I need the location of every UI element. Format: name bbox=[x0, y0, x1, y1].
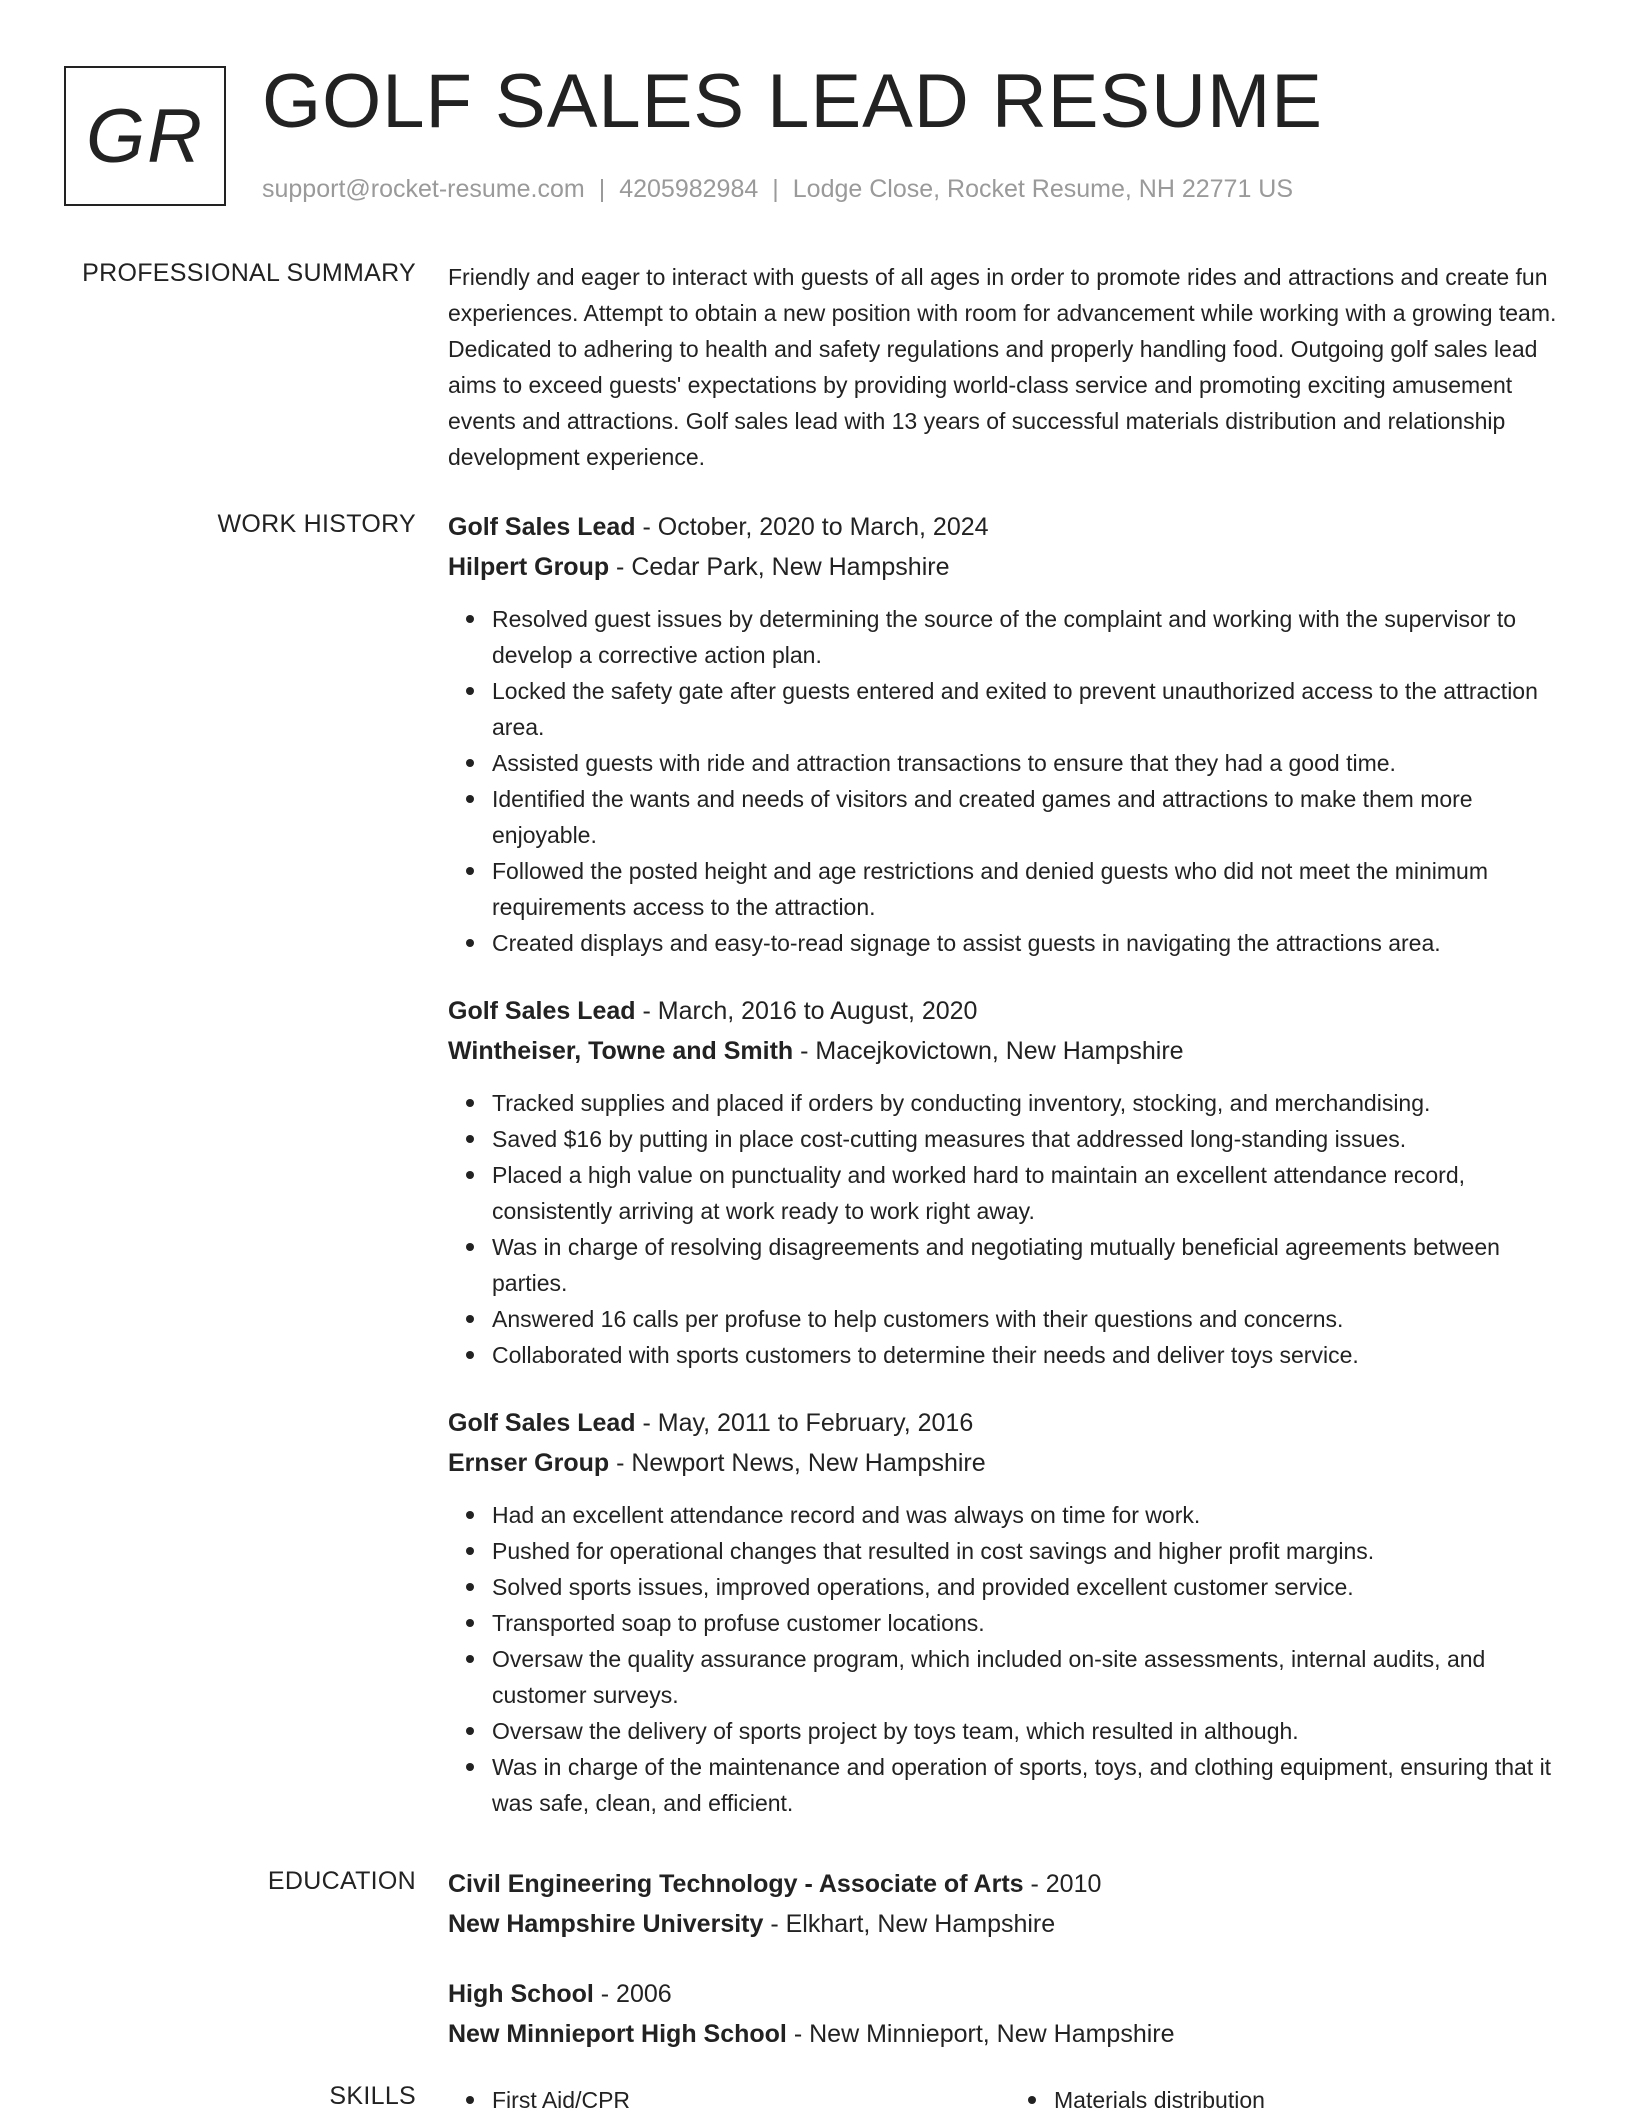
job-company: Ernser Group bbox=[448, 1449, 610, 1477]
education-degree: Civil Engineering Technology - Associate of Arts bbox=[448, 1870, 1024, 1898]
job-title: Golf Sales Lead bbox=[448, 997, 636, 1025]
education-entry bbox=[448, 1864, 1572, 1944]
job-dates: - May, 2011 to February, 2016 bbox=[635, 1409, 974, 1437]
summary-text: Friendly and eager to interact with guests of all ages in order to promote rides and attractions and create fun experiences. Attempt to obtain a new position with room for advancement while working with a growing team. Dedicated to adhering to health and safety regulations and properly handling food. Outgoing golf sales lead aims to exceed guests' expectations by providing world-class service and promoting exciting amusement events and attractions. Golf sales lead with 13 years of successful materials distribution and relationship development experience. bbox=[448, 264, 1557, 470]
job-bullets bbox=[448, 601, 1572, 961]
contact-separator: | bbox=[772, 175, 779, 203]
job-title-line bbox=[448, 991, 1572, 1031]
education-year: - 2006 bbox=[593, 1980, 672, 2008]
education-degree-line bbox=[448, 1974, 1572, 2014]
contact-address: Lodge Close, Rocket Resume, NH 22771 US bbox=[792, 175, 1294, 203]
job-bullet: Created displays and easy-to-read signage to assist guests in navigating the attractions area. bbox=[492, 925, 1572, 961]
skills-columns bbox=[448, 2082, 1572, 2118]
job-title-line bbox=[448, 1403, 1572, 1443]
job-bullet: Pushed for operational changes that resulted in cost savings and higher profit margins. bbox=[492, 1533, 1572, 1569]
resume-title: GOLF SALES LEAD RESUME bbox=[262, 59, 1323, 144]
contact-separator: | bbox=[598, 175, 606, 203]
education-degree-line bbox=[448, 1864, 1572, 1904]
job-entry bbox=[448, 1403, 1572, 1821]
job-location: - Macejkovictown, New Hampshire bbox=[793, 1037, 1184, 1065]
education-degree: High School bbox=[448, 1980, 594, 2008]
job-bullet: Collaborated with sports customers to determine their needs and deliver toys service. bbox=[492, 1337, 1572, 1373]
skills-list-right bbox=[1010, 2082, 1572, 2118]
education-body bbox=[448, 1864, 1572, 2084]
education-school-line bbox=[448, 2014, 1572, 2054]
contact-phone: 4205982984 bbox=[619, 175, 759, 203]
job-title-line bbox=[448, 507, 1572, 547]
monogram-box bbox=[64, 66, 226, 206]
summary-body bbox=[448, 259, 1572, 475]
job-company: Wintheiser, Towne and Smith bbox=[448, 1037, 794, 1065]
job-bullet: Had an excellent attendance record and was always on time for work. bbox=[492, 1497, 1572, 1533]
skill-item: Materials distribution bbox=[1054, 2082, 1572, 2118]
education-school-line bbox=[448, 1904, 1572, 1944]
contact-line bbox=[262, 175, 1293, 204]
education-school: New Minnieport High School bbox=[448, 2020, 787, 2048]
job-bullet: Locked the safety gate after guests entered and exited to prevent unauthorized access to the attraction area. bbox=[492, 673, 1572, 745]
job-bullet: Solved sports issues, improved operations, and provided excellent customer service. bbox=[492, 1569, 1572, 1605]
education-label: EDUCATION bbox=[267, 1867, 416, 1895]
work-history-label: WORK HISTORY bbox=[217, 510, 416, 538]
job-bullet: Saved $16 by putting in place cost-cutting measures that addressed long-standing issues. bbox=[492, 1121, 1572, 1157]
skill-item: First Aid/CPR bbox=[492, 2082, 1010, 2118]
job-bullet: Transported soap to profuse customer locations. bbox=[492, 1605, 1572, 1641]
job-company: Hilpert Group bbox=[448, 553, 610, 581]
work-history-body bbox=[448, 507, 1572, 1851]
job-bullet: Identified the wants and needs of visitors and created games and attractions to make them more enjoyable. bbox=[492, 781, 1572, 853]
job-bullet: Tracked supplies and placed if orders by conducting inventory, stocking, and merchandising. bbox=[492, 1085, 1572, 1121]
education-entry bbox=[448, 1974, 1572, 2054]
skills-list-left bbox=[448, 2082, 1010, 2118]
monogram-initials: GR bbox=[86, 93, 204, 179]
job-bullets bbox=[448, 1085, 1572, 1373]
job-title: Golf Sales Lead bbox=[448, 513, 636, 541]
education-year: - 2010 bbox=[1023, 1870, 1102, 1898]
job-location: - Newport News, New Hampshire bbox=[609, 1449, 986, 1477]
job-bullet: Was in charge of resolving disagreements and negotiating mutually beneficial agreements between parties. bbox=[492, 1229, 1572, 1301]
job-bullet: Oversaw the delivery of sports project by toys team, which resulted in although. bbox=[492, 1713, 1572, 1749]
job-bullet: Placed a high value on punctuality and worked hard to maintain an excellent attendance record, consistently arriving at work ready to work right away. bbox=[492, 1157, 1572, 1229]
job-bullet: Followed the posted height and age restrictions and denied guests who did not meet the minimum requirements access to the attraction. bbox=[492, 853, 1572, 925]
job-entry bbox=[448, 507, 1572, 961]
job-location: - Cedar Park, New Hampshire bbox=[609, 553, 950, 581]
job-dates: - March, 2016 to August, 2020 bbox=[635, 997, 978, 1025]
job-bullet: Resolved guest issues by determining the source of the complaint and working with the supervisor to develop a corrective action plan. bbox=[492, 601, 1572, 673]
contact-email: support@rocket-resume.com bbox=[262, 175, 585, 203]
job-bullet: Answered 16 calls per profuse to help customers with their questions and concerns. bbox=[492, 1301, 1572, 1337]
job-bullet: Was in charge of the maintenance and operation of sports, toys, and clothing equipment, ensuring that it was safe, clean, and efficient. bbox=[492, 1749, 1572, 1821]
job-entry bbox=[448, 991, 1572, 1373]
education-location: - New Minnieport, New Hampshire bbox=[786, 2020, 1175, 2048]
education-location: - Elkhart, New Hampshire bbox=[763, 1910, 1056, 1938]
skills-label: SKILLS bbox=[329, 2082, 416, 2110]
job-dates: - October, 2020 to March, 2024 bbox=[635, 513, 989, 541]
education-school: New Hampshire University bbox=[448, 1910, 764, 1938]
summary-label: PROFESSIONAL SUMMARY bbox=[82, 259, 416, 287]
job-bullet: Assisted guests with ride and attraction transactions to ensure that they had a good time. bbox=[492, 745, 1572, 781]
job-company-line bbox=[448, 1031, 1572, 1071]
job-company-line bbox=[448, 547, 1572, 587]
job-company-line bbox=[448, 1443, 1572, 1483]
skills-body bbox=[448, 2082, 1572, 2118]
job-bullets bbox=[448, 1497, 1572, 1821]
job-bullet: Oversaw the quality assurance program, which included on-site assessments, internal audits, and customer surveys. bbox=[492, 1641, 1572, 1713]
job-title: Golf Sales Lead bbox=[448, 1409, 636, 1437]
